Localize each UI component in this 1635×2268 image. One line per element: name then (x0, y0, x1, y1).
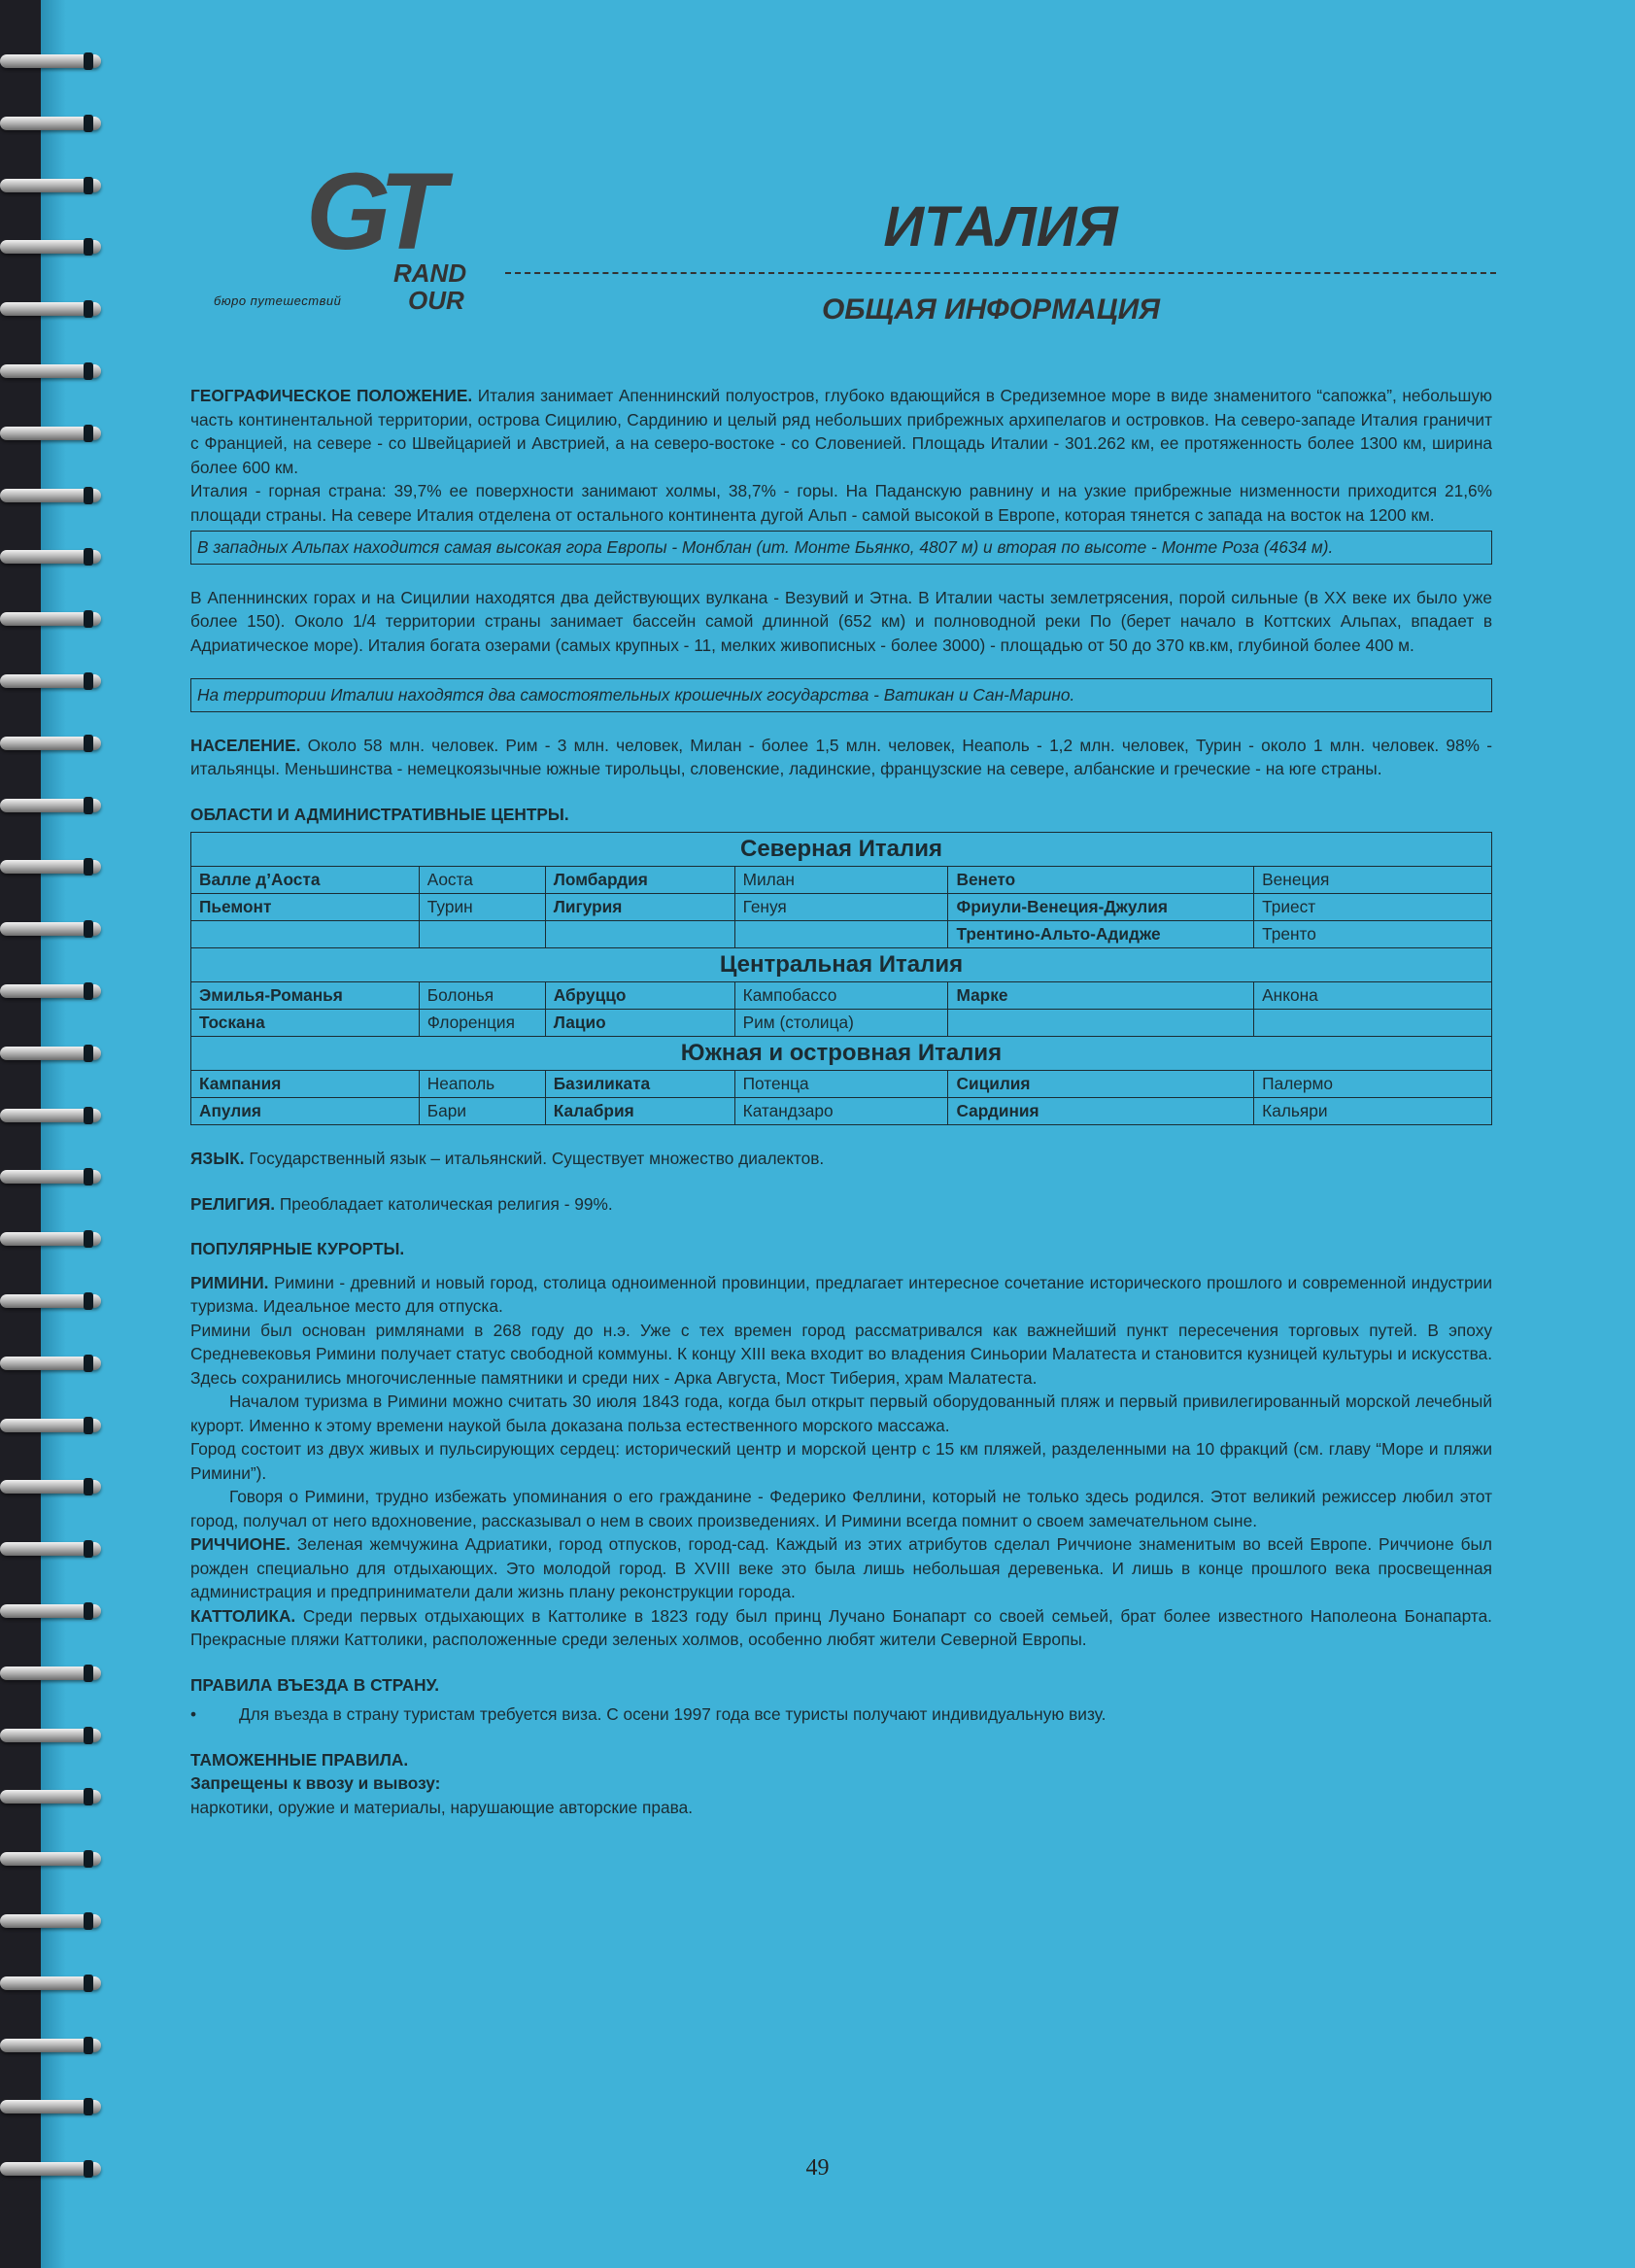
region-name-cell (948, 1010, 1254, 1037)
region-name-cell: Валле д’Аоста (191, 867, 420, 894)
region-name-cell: Абруццо (545, 982, 734, 1010)
binding-ring (0, 670, 103, 692)
binding-ring (0, 1105, 103, 1126)
rimini-text-1: Римини - древний и новый город, столица одноименной провинции, предлагает интересное сочетание исторического прошлого и современной индустрии туризма. Идеальное место для отпуска. (190, 1272, 1492, 1316)
region-name-cell (191, 921, 420, 948)
binding-ring (0, 1228, 103, 1250)
region-center-cell: Рим (столица) (734, 1010, 948, 1037)
entry-list-item (190, 1702, 1492, 1727)
bullet-icon: • (190, 1704, 197, 1724)
geo-label: ГЕОГРАФИЧЕСКОЕ ПОЛОЖЕНИЕ. (190, 386, 473, 405)
rimini-paragraph-4: Город состоит из двух живых и пульсирующих сердец: исторический центр и морской центр с 15 км пляжей, разделенными на 10 фракций (см. главу “Море и пляжи Римини”). (190, 1439, 1492, 1483)
binding-ring (0, 1476, 103, 1497)
table-row (191, 867, 1492, 894)
religion-text: Преобладает католическая религия - 99%. (279, 1193, 613, 1214)
region-center-cell (1254, 1010, 1492, 1037)
binding-ring (0, 423, 103, 444)
geo-paragraph-1 (190, 384, 1492, 479)
region-name-cell: Сардиния (948, 1098, 1254, 1125)
microstates-note-text: На территории Италии находятся два самостоятельных крошечных государства - Ватикан и Сан-Марино. (197, 685, 1075, 704)
binding-ring (0, 733, 103, 754)
region-name-cell: Тоскана (191, 1010, 420, 1037)
rimini-paragraph-1 (190, 1271, 1492, 1319)
region-name-cell: Эмилья-Романья (191, 982, 420, 1010)
regions-table (190, 832, 1492, 1125)
page-number: 49 (805, 2155, 830, 2181)
alps-note-text: В западных Альпах находится самая высокая гора Европы - Монблан (ит. Монте Бьянко, 4807 м) и вторая по высоте - Монте Роза (4634 м). (197, 537, 1334, 557)
cattolica-text: Среди первых отдыхающих в Каттолике в 1823 году был принц Лучано Бонапарт со своей семьей, брат более известного Наполеона Бонапарта. Прекрасные пляжи Каттолики, расположенные среди зеленых холмов, особенно любят жители Северной Европы. (190, 1605, 1492, 1649)
rimini-paragraph-5: Говоря о Римини, трудно избежать упоминания о его гражданине - Федерико Феллини, который не только здесь родился. Этот великий режиссер любил этот город, получал от него вдохновение, рассказывал о нем в своих произведениях. И Римини всегда помнит о своем замечательном сыне. (190, 1487, 1492, 1530)
region-name-cell: Апулия (191, 1098, 420, 1125)
region-center-cell: Венеция (1254, 867, 1492, 894)
geo-paragraph-3: В Апеннинских горах и на Сицилии находятся два действующих вулкана - Везувий и Этна. В Италии часты землетрясения, порой сильные (в XX веке их было уже более 150). Около 1/4 территории страны занимает бассейн самой длинной (652 км) и полноводной реки По (берет начало в Коттских Альпах, впадает в Адриатическое море). Италия богата озерами (самых крупных - 11, мелких живописных - более 3000) - площадью от 50 до 370 кв.км, глубиной более 400 м. (190, 587, 1492, 655)
logo-letters: GT (306, 151, 434, 272)
regions-heading: ОБЛАСТИ И АДМИНИСТРАТИВНЫЕ ЦЕНТРЫ. (190, 804, 569, 824)
region-center-cell: Аоста (419, 867, 545, 894)
region-group-header: Южная и островная Италия (191, 1037, 1492, 1071)
region-center-cell: Анкона (1254, 982, 1492, 1010)
page-subtitle: ОБЩАЯ ИНФОРМАЦИЯ (821, 293, 1161, 326)
table-row (191, 1098, 1492, 1125)
page-title: ИТАЛИЯ (883, 195, 1118, 258)
binding-ring (0, 546, 103, 567)
cattolica-paragraph (190, 1604, 1492, 1652)
region-group-header: Северная Италия (191, 833, 1492, 867)
religion-paragraph (190, 1192, 1492, 1217)
rimini-label: РИМИНИ. (190, 1272, 269, 1292)
region-center-cell: Болонья (419, 982, 545, 1010)
table-row (191, 1010, 1492, 1037)
binding-ring (0, 2096, 103, 2117)
document-body (190, 384, 1492, 1819)
region-center-cell: Генуя (734, 894, 948, 921)
binding-ring (0, 856, 103, 877)
rimini-paragraph-3: Началом туризма в Римини можно считать 30 июля 1843 года, когда был открыт первый оборудованный пляж и первый привилегированный морской лечебный курорт. Именно к этому времени наукой была доказана польза естественного морского массажа. (190, 1392, 1492, 1435)
population-label: НАСЕЛЕНИЕ. (190, 735, 301, 755)
cattolica-label: КАТТОЛИКА. (190, 1605, 296, 1626)
binding-ring (0, 1786, 103, 1807)
region-name-cell: Марке (948, 982, 1254, 1010)
customs-heading: ТАМОЖЕННЫЕ ПРАВИЛА. (190, 1749, 409, 1770)
region-name-cell: Ломбардия (545, 867, 734, 894)
table-row (191, 894, 1492, 921)
binding-ring (0, 298, 103, 320)
geo-paragraph-2: Италия - горная страна: 39,7% ее поверхности занимают холмы, 38,7% - горы. На Паданскую равнину и на узкие прибрежные низменности приходится 21,6% площади страны. На севере Италия отделена от остального континента дугой Альп - самой высокой в Европе, которая тянется с запада на восток на 1200 км. (190, 481, 1492, 525)
language-paragraph (190, 1147, 1492, 1171)
region-center-cell: Палермо (1254, 1071, 1492, 1098)
language-label: ЯЗЫК. (190, 1149, 245, 1168)
region-center-cell: Флоренция (419, 1010, 545, 1037)
customs-text: наркотики, оружие и материалы, нарушающие авторские права. (190, 1797, 694, 1817)
region-name-cell: Трентино-Альто-Адидже (948, 921, 1254, 948)
alps-note-box (190, 531, 1492, 565)
religion-label: РЕЛИГИЯ. (190, 1193, 276, 1214)
binding-ring (0, 51, 103, 72)
binding-ring (0, 361, 103, 382)
binding-ring (0, 1538, 103, 1560)
binding-ring (0, 1415, 103, 1436)
region-center-cell: Милан (734, 867, 948, 894)
binding-ring (0, 236, 103, 258)
region-name-cell: Базиликата (545, 1071, 734, 1098)
region-center-cell (734, 921, 948, 948)
binding-ring (0, 1166, 103, 1187)
region-name-cell: Кампания (191, 1071, 420, 1098)
binding-ring (0, 1663, 103, 1684)
grand-tour-logo (209, 151, 486, 315)
binding-ring (0, 1290, 103, 1312)
resorts-heading: ПОПУЛЯРНЫЕ КУРОРТЫ. (190, 1239, 405, 1258)
region-center-cell: Тренто (1254, 921, 1492, 948)
table-row (191, 1071, 1492, 1098)
logo-tour: OUR (408, 286, 464, 315)
binding-ring (0, 1043, 103, 1064)
geo-text-1: Италия занимает Апеннинский полуостров, глубоко вдающийся в Средиземное море в виде знаменитого “сапожка”, небольшую часть континентальной территории, острова Сицилию, Сардинию и целый ряд небольших прибрежных архипелагов и островков. На северо-западе Италия граничит с Францией, на севере - со Швейцарией и Австрией, а на северо-востоке - со Словенией. Площадь Италии - 301.262 км, ее протяженность более 1300 км, ширина более 600 км. (190, 386, 1492, 477)
table-row (191, 982, 1492, 1010)
binding-ring (0, 2035, 103, 2056)
region-center-cell: Бари (419, 1098, 545, 1125)
binding-ring (0, 918, 103, 940)
entry-heading: ПРАВИЛА ВЪЕЗДА В СТРАНУ. (190, 1674, 440, 1695)
binding-ring (0, 1725, 103, 1746)
region-center-cell (419, 921, 545, 948)
region-name-cell: Фриули-Венеция-Джулия (948, 894, 1254, 921)
entry-item-text: Для въезда в страну туристам требуется виза. С осени 1997 года все туристы получают индивидуальную визу. (239, 1704, 1107, 1724)
region-name-cell: Калабрия (545, 1098, 734, 1125)
binding-ring (0, 1600, 103, 1622)
microstates-note-box (190, 678, 1492, 712)
population-text: Около 58 млн. человек. Рим - 3 млн. человек, Милан - более 1,5 млн. человек, Неаполь - 1,2 млн. человек, Турин - около 1 млн. человек. 98% - итальянцы. Меньшинства - немецкоязычные южные тирольцы, словенские, ладинские, французские на севере, албанские и греческие - на юге страны. (190, 735, 1492, 778)
language-text: Государственный язык – итальянский. Существует множество диалектов. (249, 1149, 825, 1168)
riccione-paragraph (190, 1532, 1492, 1604)
title-divider (505, 272, 1496, 274)
region-name-cell: Лигурия (545, 894, 734, 921)
binding-ring (0, 113, 103, 134)
riccione-text: Зеленая жемчужина Адриатики, город отпусков, город-сад. Каждый из этих атрибутов сделал Риччионе знаменитым во всей Европе. Риччионе был рожден специально для отдыхающих. Это молодой город. В XVIII веке это была лишь небольшая деревенька. И лишь в конце прошлого века просвещенная администрация и предприниматели дали жизнь плану реконструкции города. (190, 1534, 1492, 1601)
region-name-cell: Венето (948, 867, 1254, 894)
region-name-cell: Пьемонт (191, 894, 420, 921)
region-name-cell: Сицилия (948, 1071, 1254, 1098)
region-center-cell: Неаполь (419, 1071, 545, 1098)
binding-ring (0, 1973, 103, 1994)
binding-ring (0, 608, 103, 630)
region-center-cell: Кальяри (1254, 1098, 1492, 1125)
region-center-cell: Турин (419, 894, 545, 921)
binding-ring (0, 1353, 103, 1374)
customs-subheading: Запрещены к ввозу и вывозу: (190, 1773, 441, 1793)
table-row (191, 921, 1492, 948)
region-name-cell: Лацио (545, 1010, 734, 1037)
binding-ring (0, 485, 103, 506)
binding-ring (0, 795, 103, 816)
region-name-cell (545, 921, 734, 948)
population-paragraph (190, 734, 1492, 781)
logo-grand: RAND (393, 258, 467, 288)
binding-ring (0, 1910, 103, 1932)
logo-subtitle: бюро путешествий (214, 293, 342, 308)
region-center-cell: Потенца (734, 1071, 948, 1098)
region-group-header: Центральная Италия (191, 948, 1492, 982)
region-center-cell: Катандзаро (734, 1098, 948, 1125)
region-center-cell: Кампобассо (734, 982, 948, 1010)
riccione-label: РИЧЧИОНЕ. (190, 1534, 290, 1554)
region-center-cell: Триест (1254, 894, 1492, 921)
binding-ring (0, 175, 103, 196)
binding-ring (0, 980, 103, 1002)
rimini-paragraph-2: Римини был основан римлянами в 268 году до н.э. Уже с тех времен город рассматривался как важнейший пункт пересечения торговых путей. В эпоху Средневековья Римини получает статус свободной коммуны. К концу XIII века входит во владения Синьории Малатеста и становится кузницей культуры и искусства. Здесь сохранились многочисленные памятники и среди них - Арка Августа, Мост Тиберия, храм Малатеста. (190, 1320, 1492, 1388)
binding-ring (0, 1848, 103, 1870)
